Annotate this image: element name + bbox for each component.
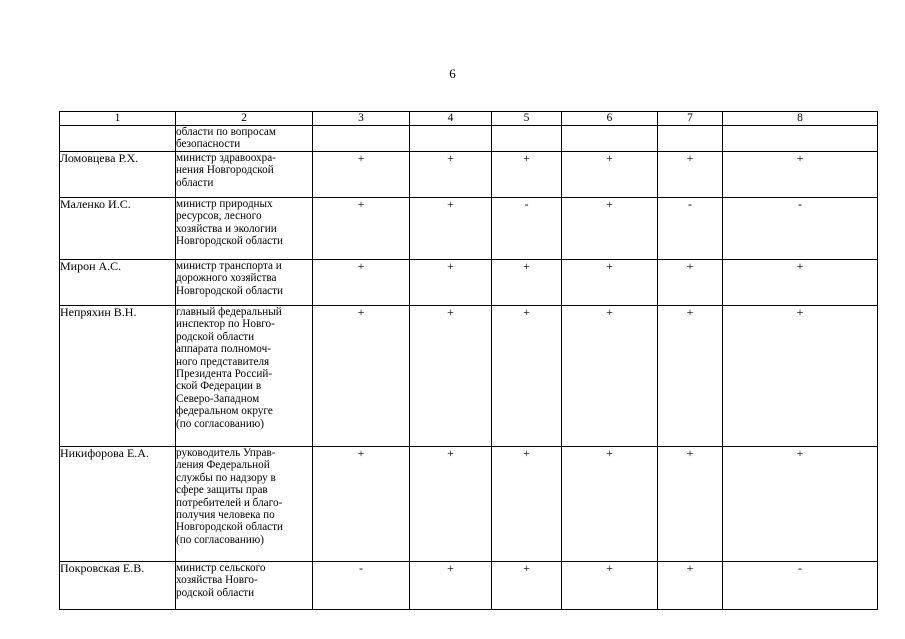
vote-mark: - xyxy=(723,198,878,260)
vote-mark: - xyxy=(723,562,878,610)
vote-mark: + xyxy=(410,260,492,306)
column-header: 6 xyxy=(562,112,658,126)
vote-mark: + xyxy=(562,152,658,198)
column-header: 1 xyxy=(60,112,176,126)
position-line: Новгородской области xyxy=(176,521,284,534)
vote-mark: + xyxy=(313,260,410,306)
member-position xyxy=(176,152,313,198)
position-line: (по согласованию) xyxy=(176,417,264,430)
vote-mark: + xyxy=(562,306,658,447)
member-position xyxy=(176,562,313,610)
position-line: нения Новгородской xyxy=(176,164,274,177)
vote-mark: + xyxy=(723,152,878,198)
member-position xyxy=(176,126,313,152)
member-name xyxy=(60,126,176,152)
column-header: 4 xyxy=(410,112,492,126)
position-line: министр природных xyxy=(176,198,273,210)
position-line: родской области xyxy=(176,586,255,599)
vote-mark: - xyxy=(313,562,410,610)
vote-mark: + xyxy=(658,260,723,306)
table-row xyxy=(60,562,878,610)
position-line: области xyxy=(176,176,214,189)
column-header: 8 xyxy=(723,112,878,126)
vote-mark: + xyxy=(492,152,562,198)
table-row xyxy=(60,447,878,562)
position-line: безопасности xyxy=(176,138,241,151)
voting-table xyxy=(59,111,878,610)
vote-mark xyxy=(313,126,410,152)
column-header: 2 xyxy=(176,112,313,126)
position-line: ного представителя xyxy=(176,355,270,368)
position-line: ской Федерации в xyxy=(176,380,262,393)
vote-mark: + xyxy=(313,306,410,447)
position-line: (по согласованию) xyxy=(176,533,264,546)
vote-mark: + xyxy=(410,152,492,198)
position-line: федеральном округе xyxy=(176,405,273,418)
table-row xyxy=(60,126,878,152)
page-number: 6 xyxy=(449,66,456,81)
position-line: Новгородской области xyxy=(176,235,284,248)
vote-mark: + xyxy=(410,198,492,260)
column-header: 7 xyxy=(658,112,723,126)
position-line: инспектор по Новго- xyxy=(176,318,275,331)
member-name: Никифорова Е.А. xyxy=(60,447,176,562)
member-name: Мирон А.С. xyxy=(60,260,176,306)
vote-mark: + xyxy=(313,198,410,260)
member-name: Ломовцева Р.Х. xyxy=(60,152,176,198)
position-line: ресурсов, лесного xyxy=(176,210,262,223)
header-row xyxy=(60,112,878,126)
position-line: министр сельского xyxy=(176,562,266,574)
vote-mark: + xyxy=(410,447,492,562)
vote-mark xyxy=(492,126,562,152)
position-line: Новгородской области xyxy=(176,284,284,297)
position-line: службы по надзору в xyxy=(176,471,276,484)
table-body xyxy=(60,126,878,610)
vote-mark: + xyxy=(562,260,658,306)
position-line: аппарата полномоч- xyxy=(176,343,271,356)
position-line: министр транспорта и xyxy=(176,260,282,272)
vote-mark: + xyxy=(658,447,723,562)
vote-mark: + xyxy=(313,447,410,562)
position-line: дорожного хозяйства xyxy=(176,272,277,285)
vote-mark: + xyxy=(410,306,492,447)
position-line: главный федеральный xyxy=(176,306,282,318)
vote-mark: + xyxy=(562,198,658,260)
vote-mark: + xyxy=(410,562,492,610)
position-line: области по вопросам xyxy=(176,126,276,138)
member-position xyxy=(176,198,313,260)
position-line: ления Федеральной xyxy=(176,459,270,472)
position-line: Президента Россий- xyxy=(176,368,273,381)
vote-mark: + xyxy=(723,260,878,306)
vote-mark xyxy=(410,126,492,152)
column-header: 5 xyxy=(492,112,562,126)
position-line: хозяйства и экологии xyxy=(176,222,277,235)
vote-mark: - xyxy=(658,198,723,260)
table-row xyxy=(60,260,878,306)
member-position xyxy=(176,447,313,562)
vote-mark: + xyxy=(492,260,562,306)
member-name: Покровская Е.В. xyxy=(60,562,176,610)
vote-mark: + xyxy=(658,152,723,198)
vote-mark: + xyxy=(562,447,658,562)
table-row xyxy=(60,198,878,260)
position-line: потребителей и благо- xyxy=(176,496,283,509)
position-line: руководитель Управ- xyxy=(176,447,276,459)
member-name: Маленко И.С. xyxy=(60,198,176,260)
vote-mark: + xyxy=(313,152,410,198)
vote-mark: - xyxy=(492,198,562,260)
member-position xyxy=(176,260,313,306)
table-row xyxy=(60,152,878,198)
position-line: сфере защиты прав xyxy=(176,484,268,497)
table-row xyxy=(60,306,878,447)
vote-mark: + xyxy=(658,562,723,610)
vote-mark: + xyxy=(562,562,658,610)
member-name: Непряхин В.Н. xyxy=(60,306,176,447)
position-line: получия человека по xyxy=(176,509,275,522)
vote-mark: + xyxy=(492,562,562,610)
vote-mark: + xyxy=(492,306,562,447)
vote-mark xyxy=(723,126,878,152)
vote-mark xyxy=(658,126,723,152)
member-position xyxy=(176,306,313,447)
position-line: хозяйства Новго- xyxy=(176,574,258,587)
position-line: родской области xyxy=(176,330,255,343)
vote-mark: + xyxy=(723,306,878,447)
vote-mark xyxy=(562,126,658,152)
position-line: министр здравоохра- xyxy=(176,152,276,164)
column-header: 3 xyxy=(313,112,410,126)
vote-mark: + xyxy=(723,447,878,562)
position-line: Северо-Западном xyxy=(176,392,260,405)
vote-mark: + xyxy=(492,447,562,562)
vote-mark: + xyxy=(658,306,723,447)
